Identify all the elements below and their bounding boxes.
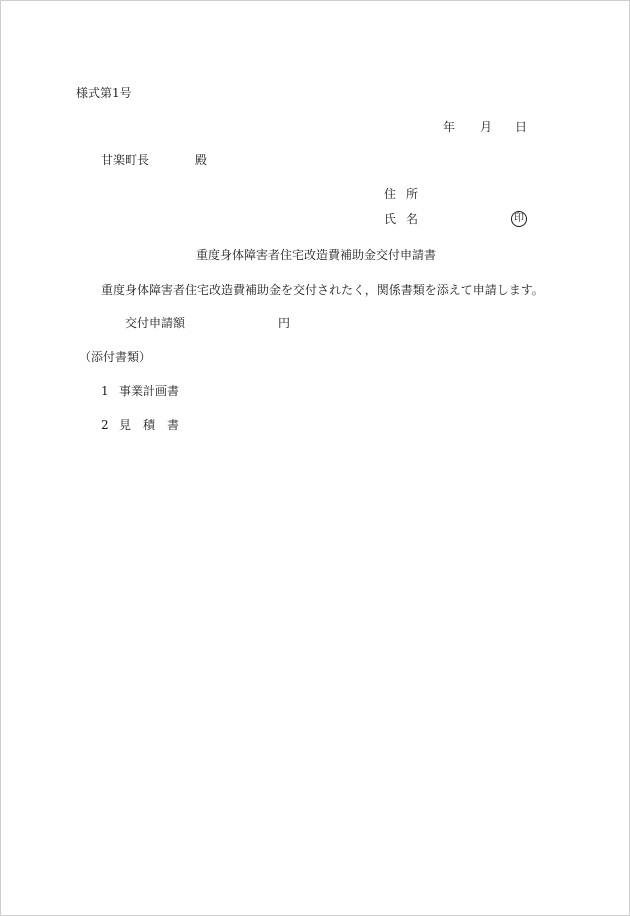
attachment-number: 2 bbox=[101, 418, 109, 432]
addressee-honorific: 殿 bbox=[195, 153, 208, 167]
document-title: 重度身体障害者住宅改造費補助金交付申請書 bbox=[196, 248, 437, 262]
amount-label: 交付申請額 bbox=[125, 316, 186, 330]
attachments-heading: （添付書類） bbox=[79, 350, 152, 364]
date-year-label: 年 bbox=[443, 120, 456, 134]
addressee-title: 甘楽町長 bbox=[101, 153, 150, 167]
address-label: 住所 bbox=[384, 187, 429, 201]
attachment-number: 1 bbox=[101, 384, 109, 398]
date-month-label: 月 bbox=[480, 120, 493, 134]
seal-icon: 印 bbox=[511, 211, 527, 227]
form-number: 様式第1号 bbox=[76, 86, 132, 100]
amount-unit: 円 bbox=[278, 316, 291, 330]
application-statement: 重度身体障害者住宅改造費補助金を交付されたく，関係書類を添えて申請します。 bbox=[101, 283, 544, 297]
attachment-item: 事業計画書 bbox=[119, 384, 180, 398]
name-label: 氏名 bbox=[384, 212, 429, 226]
attachment-item: 見積書 bbox=[119, 418, 192, 432]
date-day-label: 日 bbox=[515, 120, 528, 134]
